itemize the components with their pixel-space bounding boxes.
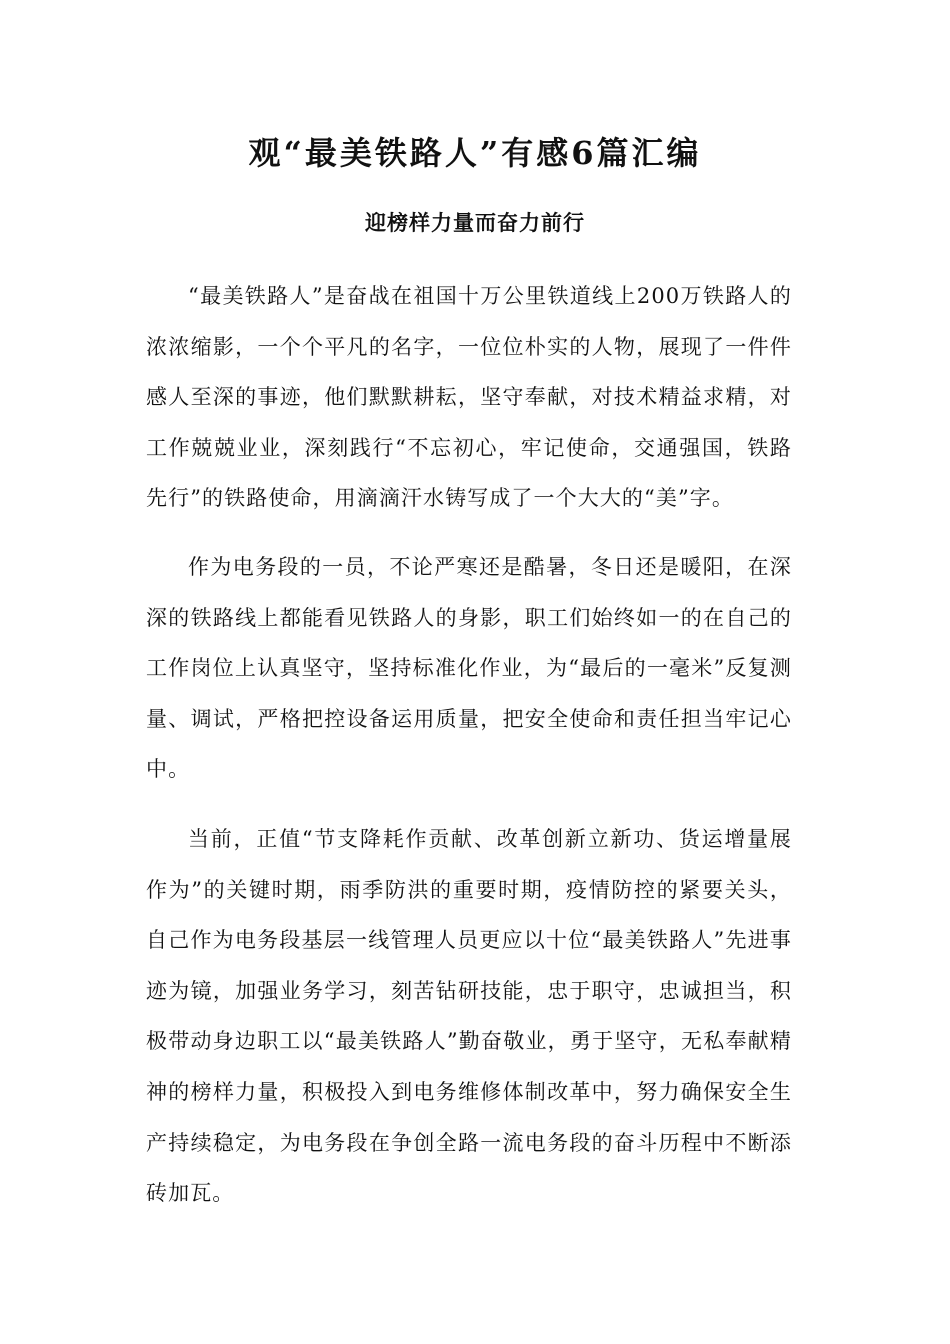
body-paragraph-2: 作为电务段的一员，不论严寒还是酷暑，冬日还是暖阳，在深深的铁路线上都能看见铁路人的身影，职工们始终如一的在自己的工作岗位上认真坚守，坚持标准化作业，为“最后的一毫米”反复测量、调试，严格把控设备运用质量，把安全使命和责任担当牢记心中。	[146, 555, 792, 782]
document-title: 观“最美铁路人”有感6篇汇编	[248, 134, 702, 172]
document-subtitle: 迎榜样力量而奋力前行	[365, 210, 585, 235]
body-paragraph-1: “最美铁路人”是奋战在祖国十万公里铁道线上200万铁路人的浓浓缩影，一个个平凡的名字，一位位朴实的人物，展现了一件件感人至深的事迹，他们默默耕耘，坚守奉献，对技术精益求精，对工作兢兢业业，深刻践行“不忘初心，牢记使命，交通强国，铁路先行”的铁路使命，用滴滴汗水铸写成了一个大大的“美”字。	[146, 284, 792, 511]
body-paragraph-3: 当前，正值“节支降耗作贡献、改革创新立新功、货运增量展作为”的关键时期，雨季防洪的重要时期，疫情防控的紧要关头，自己作为电务段基层一线管理人员更应以十位“最美铁路人”先进事迹为镜，加强业务学习，刻苦钻研技能，忠于职守，忠诚担当，积极带动身边职工以“最美铁路人”勤奋敬业，勇于坚守，无私奉献精神的榜样力量，积极投入到电务维修体制改革中，努力确保安全生产持续稳定，为电务段在争创全路一流电务段的奋斗历程中不断添砖加瓦。	[146, 827, 792, 1206]
